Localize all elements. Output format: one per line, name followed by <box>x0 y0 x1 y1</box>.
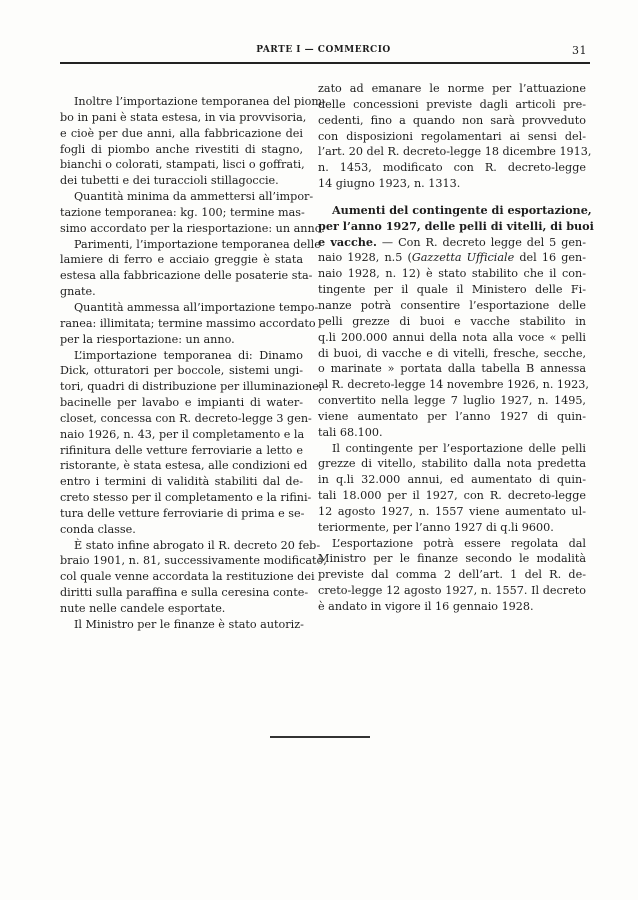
text: bacinelle per lavabo e impianti di water- <box>60 396 303 410</box>
text-line <box>60 617 303 633</box>
text-line <box>318 218 594 235</box>
page-number: 31 <box>572 44 587 57</box>
text: Il Ministro per le finanze è stato autoriz- <box>74 617 304 631</box>
text-line <box>318 129 586 145</box>
text: q.li 200.000 annui della nota alla voce « pelli <box>318 330 586 344</box>
text-line <box>60 221 325 237</box>
text: diritti sulla paraffina e sulla ceresina conte- <box>60 586 309 600</box>
text: fogli di piombo anche rivestiti di stagno, <box>60 142 303 156</box>
text: Il contingente per l’esportazione delle pelli <box>332 441 586 455</box>
text: convertito nella legge 7 luglio 1927, n. 1495, <box>318 394 586 408</box>
text: simo accordato per la riesportazione: un anno. <box>60 221 325 235</box>
bold-text: e vacche. <box>318 234 377 249</box>
text: tazione temporanea: kg. 100; termine mas- <box>60 205 305 219</box>
text: rifinitura delle vetture ferroviarie a letto e <box>60 443 303 457</box>
text-line <box>60 569 315 585</box>
text: n. 1453, modificato con R. decreto-legge <box>318 161 586 175</box>
text: tori, quadri di distribuzione per illuminazione, <box>60 380 323 394</box>
text-line <box>60 411 312 427</box>
text: creto stesso per il completamento e la rifini- <box>60 491 312 505</box>
text-line <box>60 506 303 522</box>
text: pelli grezze di buoi e vacche stabilito in <box>318 314 586 328</box>
text: braio 1901, n. 81, successivamente modificato, <box>60 554 327 568</box>
text: l’art. 20 del R. decreto-legge 18 dicembre 1913, <box>318 145 592 159</box>
text: bianchi o colorati, stampati, lisci o goffrati, <box>60 158 305 172</box>
text-line <box>318 144 592 160</box>
text: col quale venne accordata la restituzione dei <box>60 570 315 584</box>
text: e cioè per due anni, alla fabbricazione dei <box>60 126 303 140</box>
text: tura delle vetture ferroviarie di prima e se- <box>60 506 305 520</box>
paragraph <box>60 189 325 237</box>
text-line <box>318 346 586 362</box>
text: closet, concessa con R. decreto-legge 3 gen- <box>60 411 312 425</box>
text-line <box>318 393 586 409</box>
text: naio 1928, n. 12) è stato stabilito che il con- <box>318 267 586 281</box>
text-line <box>318 282 586 298</box>
text-line <box>60 142 303 158</box>
text: 12 agosto 1927, n. 1557 viene aumentato ul- <box>318 504 586 518</box>
text-line <box>60 126 303 142</box>
text: Ministro per le finanze secondo le modalità <box>318 552 586 566</box>
text-line <box>318 409 586 425</box>
text-line <box>60 237 321 253</box>
right-column <box>318 81 594 615</box>
text-line <box>318 504 586 520</box>
text-line <box>318 520 586 536</box>
text-line <box>60 189 314 205</box>
text-line <box>60 173 303 189</box>
text: È stato infine abrogato il R. decreto 20 feb- <box>74 538 321 552</box>
text: ristorante, è stata estesa, alle condizioni ed <box>60 459 308 473</box>
text: conda classe. <box>60 522 136 536</box>
text-line <box>318 583 586 599</box>
text: nute nelle candele esportate. <box>60 602 226 615</box>
paragraph <box>60 617 303 633</box>
text-line <box>60 110 307 126</box>
text-line <box>60 332 303 348</box>
text-line <box>60 157 303 173</box>
text: lamiere di ferro e acciaio greggie è stata <box>60 253 303 267</box>
text-line <box>60 205 303 221</box>
text: creto-legge 12 agosto 1927, n. 1557. Il decreto <box>318 584 586 598</box>
text: con disposizioni regolamentari ai sensi del- <box>318 129 586 143</box>
text-line <box>318 160 586 176</box>
text-line <box>60 490 312 506</box>
paragraph <box>60 94 326 189</box>
text-line <box>60 284 303 300</box>
text: previste dal comma 2 dell’art. 1 del R. de- <box>318 568 586 582</box>
text-line <box>318 425 586 441</box>
header-rule <box>60 62 590 64</box>
text: gnate. <box>60 285 96 299</box>
text-line <box>60 443 303 459</box>
text: — Con R. decreto legge del 5 gen- <box>376 235 586 249</box>
text-line <box>60 538 321 554</box>
text-line <box>60 268 313 284</box>
text-line <box>60 316 316 332</box>
text: tali 18.000 per il 1927, con R. decreto-legge <box>318 489 586 503</box>
text-line <box>318 97 586 113</box>
text-line <box>60 585 309 601</box>
text: di buoi, di vacche e di vitelli, fresche, secche, <box>318 346 586 360</box>
text-line <box>60 348 303 364</box>
text: al R. decreto-legge 14 novembre 1926, n. 1923, <box>318 378 589 392</box>
text-line <box>318 235 586 251</box>
text: Quantità ammessa all’importazione tempo- <box>74 300 319 314</box>
section-heading-paragraph <box>318 202 594 441</box>
text: Inoltre l’importazione temporanea del piom- <box>74 95 326 108</box>
paragraph <box>60 538 327 617</box>
text: tali 68.100. <box>318 425 383 439</box>
text: o marinate » portata dalla tabella B annessa <box>318 362 586 376</box>
text: Quantità minima da ammettersi all’impor- <box>74 190 314 204</box>
text-line <box>60 522 303 538</box>
text-line <box>60 363 303 379</box>
text-line <box>60 379 323 395</box>
text: entro i termini di validità stabiliti dal de- <box>60 475 303 489</box>
text-line <box>318 536 586 552</box>
bold-text: per l’anno 1927, delle pelli di vitelli, di buoi <box>318 218 594 233</box>
left-column <box>60 94 327 633</box>
text: in q.li 32.000 annui, ed aumentato di quin- <box>318 473 586 487</box>
text: per la riesportazione: un anno. <box>60 332 235 346</box>
text-line <box>60 300 319 316</box>
text: L’importazione temporanea di: Dinamo <box>74 348 303 362</box>
text-line <box>318 377 589 393</box>
text: naio 1928, n.5 ( <box>318 251 412 265</box>
paragraph-gap <box>318 192 586 203</box>
text-line <box>60 474 303 490</box>
text-line <box>318 551 586 567</box>
running-title: PARTE I — COMMERCIO <box>256 45 391 55</box>
text: delle concessioni previste dagli articoli pre- <box>318 97 586 111</box>
running-header <box>60 45 587 61</box>
text-line <box>318 488 586 504</box>
paragraph <box>60 348 323 538</box>
text: zato ad emanare le norme per l’attuazione <box>318 82 586 95</box>
text: dei tubetti e dei turaccioli stillagoccie. <box>60 174 279 188</box>
text: viene aumentato per l’anno 1927 di quin- <box>318 409 586 423</box>
text: nanze potrà consentire l’esportazione delle <box>318 298 586 312</box>
text-line <box>318 361 586 377</box>
text: 14 giugno 1923, n. 1313. <box>318 177 461 191</box>
text-line <box>60 252 303 268</box>
text-line <box>318 250 586 266</box>
text-line <box>60 94 326 110</box>
italic-text: Gazzetta Ufficiale <box>411 251 515 265</box>
text-line <box>60 553 327 569</box>
text-line <box>318 314 586 330</box>
text-line <box>318 113 586 129</box>
text: del 16 gen- <box>514 251 586 265</box>
bold-text: Aumenti del contingente di esportazione, <box>332 202 592 217</box>
text: bo in pani è stata estesa, in via provvisoria, <box>60 110 307 124</box>
text-line <box>318 330 586 346</box>
text-line <box>318 81 586 97</box>
paragraph <box>318 441 586 536</box>
text-line <box>318 472 586 488</box>
text-line <box>318 176 586 192</box>
text: cedenti, fino a quando non sarà provveduto <box>318 113 586 127</box>
text-line <box>318 202 592 219</box>
text: tingente per il quale il Ministero delle Fi- <box>318 283 586 297</box>
text-line <box>318 456 586 472</box>
text: grezze di vitello, stabilito dalla nota predetta <box>318 457 586 471</box>
text: è andato in vigore il 16 gennaio 1928. <box>318 600 534 613</box>
text: estesa alla fabbricazione delle posaterie sta- <box>60 269 313 283</box>
paragraph <box>60 237 321 300</box>
text-line <box>60 395 303 411</box>
text-line <box>318 441 586 457</box>
text-line <box>318 266 586 282</box>
text: ranea: illimitata; termine massimo accordato <box>60 316 316 330</box>
text: naio 1926, n. 43, per il completamento e la <box>60 427 305 441</box>
text-line <box>60 458 308 474</box>
text-line <box>318 599 586 615</box>
paragraph <box>318 536 586 615</box>
paragraph <box>318 81 592 192</box>
text-line <box>60 427 303 443</box>
text: Dick, otturatori per boccole, sistemi ungi- <box>60 364 303 378</box>
text-line <box>60 601 303 617</box>
text: teriormente, per l’anno 1927 di q.li 9600. <box>318 520 554 534</box>
text: Parimenti, l’importazione temporanea delle <box>74 237 321 251</box>
text-line <box>318 567 586 583</box>
text-line <box>318 298 586 314</box>
paragraph <box>60 300 319 348</box>
text: L’esportazione potrà essere regolata dal <box>332 536 586 550</box>
end-rule <box>270 736 370 738</box>
